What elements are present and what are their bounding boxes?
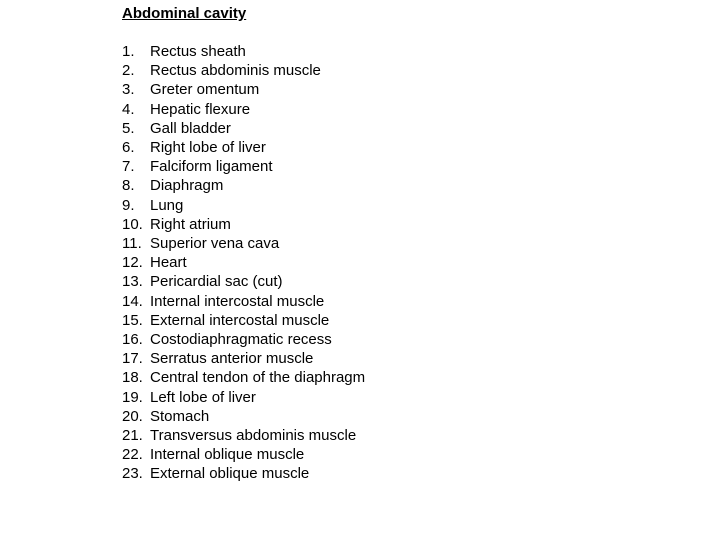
list-item [122, 215, 642, 234]
list-item [122, 176, 642, 195]
list-item-number: 9. [122, 196, 135, 214]
list-item-number: 20. [122, 407, 143, 425]
list-item [122, 157, 642, 176]
list-item [122, 311, 642, 330]
document-title: Abdominal cavity [122, 5, 247, 22]
list-item-label: Serratus anterior muscle [150, 350, 314, 368]
list-item-label: Pericardial sac (cut) [150, 273, 283, 291]
list-item-label: Transversus abdominis muscle [150, 427, 357, 445]
list-item [122, 61, 642, 80]
list-item-label: Superior vena cava [150, 235, 280, 253]
list-item-number: 14. [122, 292, 143, 310]
list-item [122, 426, 642, 445]
list-item-number: 4. [122, 100, 135, 118]
list-item [122, 445, 642, 464]
list-item-label: Diaphragm [150, 177, 224, 195]
list-item [122, 368, 642, 387]
list-item-label: Central tendon of the diaphragm [150, 369, 366, 387]
list-item [122, 119, 642, 138]
list-item [122, 349, 642, 368]
list-item-label: External oblique muscle [150, 465, 310, 483]
list-item-label: Right lobe of liver [150, 139, 266, 157]
list-item-label: Costodiaphragmatic recess [150, 331, 332, 349]
list-item-number: 13. [122, 273, 143, 291]
list-item [122, 272, 642, 291]
list-item-number: 22. [122, 446, 143, 464]
list-item-label: Internal intercostal muscle [150, 292, 325, 310]
list-item [122, 330, 642, 349]
list-item [122, 292, 642, 311]
list-item-number: 2. [122, 62, 135, 80]
list-item-number: 8. [122, 177, 135, 195]
list-item-number: 3. [122, 81, 135, 99]
list-item-label: Falciform ligament [150, 158, 273, 176]
list-item-label: Gall bladder [150, 119, 231, 137]
list-item [122, 407, 642, 426]
list-item-number: 17. [122, 350, 143, 368]
list-item [122, 196, 642, 215]
list-item-number: 23. [122, 465, 143, 483]
list-item-label: Hepatic flexure [150, 100, 251, 118]
list-item [122, 138, 642, 157]
list-item-number: 19. [122, 388, 143, 406]
list-item-number: 1. [122, 43, 135, 60]
list-item-label: External intercostal muscle [150, 311, 330, 329]
list-item [122, 253, 642, 272]
list-item-number: 21. [122, 427, 143, 445]
list-item-number: 10. [122, 215, 143, 233]
anatomy-list [122, 42, 642, 484]
list-item-number: 16. [122, 331, 143, 349]
list-item-label: Lung [150, 196, 184, 214]
list-item-label: Greter omentum [150, 81, 260, 99]
list-item-number: 11. [122, 235, 142, 253]
list-item [122, 234, 642, 253]
list-item [122, 388, 642, 407]
list-item-label: Right atrium [150, 215, 231, 233]
list-item-label: Left lobe of liver [150, 388, 256, 406]
list-item [122, 42, 642, 61]
list-item [122, 100, 642, 119]
list-item-number: 6. [122, 139, 135, 157]
list-item-label: Internal oblique muscle [150, 446, 305, 464]
list-item-label: Heart [150, 254, 187, 272]
list-item-label: Stomach [150, 407, 210, 425]
list-item [122, 80, 642, 99]
document [122, 4, 642, 484]
list-item-number: 15. [122, 311, 143, 329]
list-item-number: 7. [122, 158, 135, 176]
list-item-label: Rectus sheath [150, 43, 246, 60]
list-item-number: 5. [122, 119, 135, 137]
list-item-number: 12. [122, 254, 143, 272]
list-item-number: 18. [122, 369, 143, 387]
list-item-label: Rectus abdominis muscle [150, 62, 321, 80]
list-item [122, 464, 642, 483]
